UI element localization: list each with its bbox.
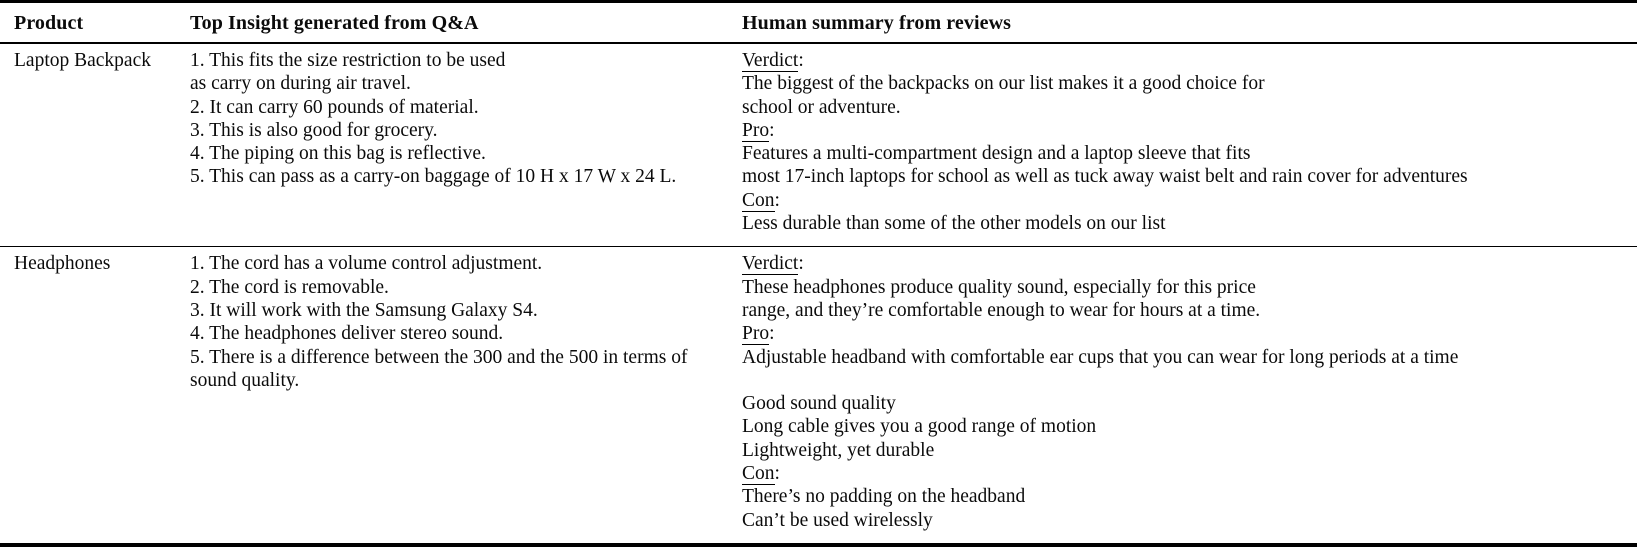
summary-heading (742, 119, 1627, 142)
summary-heading-colon: : (798, 50, 804, 71)
summary-heading (742, 189, 1627, 212)
insight-line: 2. The cord is removable. (190, 276, 389, 298)
summary-heading (742, 462, 1627, 485)
product-cell (0, 252, 190, 532)
summary-heading-colon: : (769, 119, 775, 141)
table-row (0, 246, 1637, 543)
summary-heading-underlined-text: Pro (742, 323, 770, 345)
insight-line: 5. This can pass as a carry-on baggage of 10 H x 17 W x 24 L. (190, 166, 677, 188)
summary-line: Adjustable headband with comfortable ear cups that you can wear for long periods at a time (742, 346, 1459, 368)
summary-line: Features a multi-compartment design and a laptop sleeve that fits (742, 143, 1251, 165)
product-name: Headphones (14, 253, 111, 275)
insight-line: 4. The piping on this bag is reflective. (190, 143, 486, 165)
summary-line: Lightweight, yet durable (742, 439, 935, 461)
summary-heading (742, 49, 1627, 72)
column-header-human-summary: Human summary from reviews (742, 12, 1012, 34)
product-cell (0, 49, 190, 235)
summary-line: Less durable than some of the other models on our list (742, 213, 1166, 235)
insight-line: 1. This fits the size restriction to be used (190, 50, 506, 71)
summary-line: The biggest of the backpacks on our list makes it a good choice for (742, 73, 1265, 95)
summary-heading-underlined-text: Verdict (742, 253, 799, 275)
summary-line: Good sound quality (742, 393, 896, 415)
insight-line: as carry on during air travel. (190, 73, 411, 95)
insight-line: 5. There is a difference between the 300 and the 500 in terms of (190, 346, 688, 368)
summary-line: most 17-inch laptops for school as well as tuck away waist belt and rain cover for adventures (742, 166, 1468, 188)
summary-heading-colon: : (774, 189, 780, 211)
insights-cell (190, 49, 742, 235)
product-name: Laptop Backpack (14, 50, 151, 71)
summary-heading-underlined-text: Pro (742, 119, 770, 141)
insight-line: 3. This is also good for grocery. (190, 119, 438, 141)
column-header-product: Product (14, 12, 84, 34)
table-body (0, 44, 1637, 543)
summary-line: There’s no padding on the headband (742, 486, 1026, 508)
summary-heading (742, 322, 1627, 345)
summary-cell (742, 49, 1637, 235)
summary-heading (742, 252, 1627, 275)
summary-heading-underlined-text: Con (742, 189, 775, 211)
summary-line: range, and they’re comfortable enough to wear for hours at a time. (742, 299, 1261, 321)
summary-line: school or adventure. (742, 96, 901, 118)
summary-cell (742, 252, 1637, 532)
insights-cell (190, 252, 742, 532)
summary-heading-colon: : (769, 323, 775, 345)
insight-line: 4. The headphones deliver stereo sound. (190, 323, 504, 345)
insight-line: 2. It can carry 60 pounds of material. (190, 96, 479, 118)
summary-line: Can’t be used wirelessly (742, 509, 933, 531)
summary-line: Long cable gives you a good range of motion (742, 416, 1097, 438)
table-row (0, 44, 1637, 246)
table-header-row (0, 3, 1637, 44)
summary-line: These headphones produce quality sound, especially for this price (742, 276, 1256, 298)
summary-heading-colon: : (774, 463, 780, 485)
summary-heading-underlined-text: Verdict (742, 50, 799, 71)
insight-line: 1. The cord has a volume control adjustment. (190, 253, 543, 275)
summary-heading-underlined-text: Con (742, 463, 775, 485)
insight-line: 3. It will work with the Samsung Galaxy S4. (190, 299, 538, 321)
insight-line: sound quality. (190, 369, 300, 391)
column-header-top-insight: Top Insight generated from Q&A (190, 12, 479, 34)
summary-blank-line (742, 369, 1627, 392)
summary-heading-colon: : (798, 253, 804, 275)
